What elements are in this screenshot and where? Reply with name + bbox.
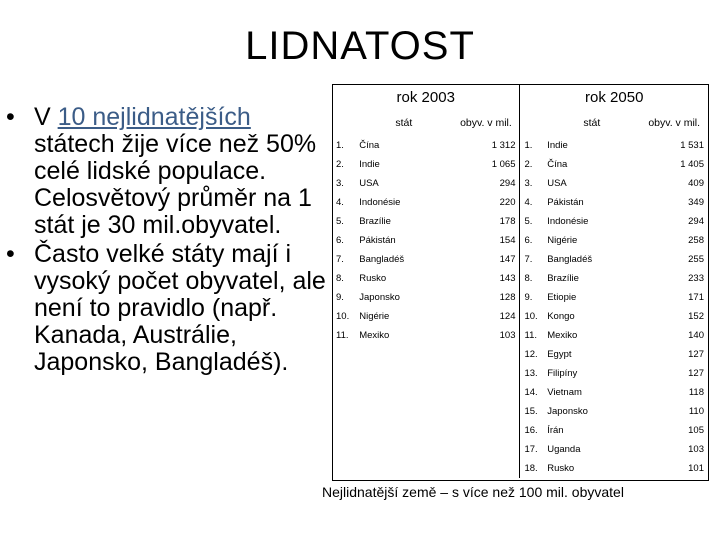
table-row bbox=[332, 364, 708, 383]
empty-cell bbox=[452, 421, 520, 440]
population-table-container bbox=[332, 84, 708, 480]
population-2050: 105 bbox=[688, 425, 704, 436]
table-row bbox=[332, 174, 708, 193]
state-2003: Rusko bbox=[359, 273, 387, 284]
table-row bbox=[332, 231, 708, 250]
empty-cell bbox=[452, 345, 520, 364]
state-2003: Bangladéš bbox=[359, 254, 405, 265]
rank-2050: 3. bbox=[520, 174, 543, 193]
rank-2050: 15. bbox=[520, 402, 543, 421]
state-2050: Etiopie bbox=[547, 292, 577, 303]
population-2050: 127 bbox=[688, 349, 704, 360]
table-row bbox=[332, 155, 708, 174]
state-2003: Brazílie bbox=[359, 216, 391, 227]
population-header: obyv. v mil. bbox=[648, 117, 701, 129]
rank-2050: 4. bbox=[520, 193, 543, 212]
rank-2003: 8. bbox=[336, 273, 344, 284]
table-row bbox=[332, 345, 708, 364]
state-2050: Uganda bbox=[547, 444, 581, 455]
rank-2003: 7. bbox=[336, 254, 344, 265]
bullet-prefix: V bbox=[34, 103, 58, 131]
empty-cell bbox=[452, 440, 520, 459]
population-2050: 1 531 bbox=[680, 140, 704, 151]
rank-2003: 3. bbox=[336, 178, 344, 189]
rank-2050: 12. bbox=[520, 345, 543, 364]
population-2003: 1 065 bbox=[491, 159, 516, 170]
population-2050: 1 405 bbox=[680, 159, 704, 170]
table-row bbox=[332, 421, 708, 440]
rank-2050: 16. bbox=[520, 421, 543, 440]
rank-header bbox=[332, 110, 355, 136]
population-2003: 128 bbox=[499, 292, 516, 303]
bullet-dot-icon: • bbox=[6, 240, 15, 268]
population-2050: 171 bbox=[688, 292, 704, 303]
population-2003: 124 bbox=[499, 311, 516, 322]
rank-2050: 1. bbox=[520, 136, 543, 155]
state-2050: Mexiko bbox=[547, 330, 578, 341]
state-2050: Egypt bbox=[547, 349, 572, 360]
empty-cell bbox=[332, 383, 355, 402]
empty-cell bbox=[355, 402, 452, 421]
empty-cell bbox=[355, 383, 452, 402]
state-2050: Vietnam bbox=[547, 387, 582, 398]
rank-2050: 18. bbox=[520, 459, 543, 478]
rank-2050: 8. bbox=[520, 269, 543, 288]
bullet-item bbox=[6, 241, 326, 376]
population-2003: 220 bbox=[499, 197, 516, 208]
population-2050: 233 bbox=[688, 273, 704, 284]
state-2050: Filipíny bbox=[547, 368, 578, 379]
empty-cell bbox=[355, 421, 452, 440]
population-2003: 154 bbox=[499, 235, 516, 246]
bullet-text: státech žije více než 50% celé lidské populace. Celosvětový průměr na 1 stát je 30 mil.obyvatel. bbox=[34, 130, 317, 239]
population-2050: 118 bbox=[688, 387, 704, 398]
rank-header bbox=[520, 110, 543, 136]
bullet-dot-icon: • bbox=[6, 103, 15, 131]
table-row bbox=[332, 269, 708, 288]
bullet-link[interactable]: 10 nejlidnatějších bbox=[57, 103, 251, 131]
table-header-columns bbox=[332, 110, 708, 136]
population-2003: 178 bbox=[499, 216, 516, 227]
table-header-years bbox=[332, 84, 708, 110]
rank-2003: 11. bbox=[336, 330, 349, 341]
population-2050: 255 bbox=[688, 254, 704, 265]
state-2003: Japonsko bbox=[359, 292, 400, 303]
population-table bbox=[332, 84, 708, 478]
population-2050: 294 bbox=[688, 216, 704, 227]
rank-2003: 9. bbox=[336, 292, 344, 303]
state-2003: Nigérie bbox=[359, 311, 390, 322]
empty-cell bbox=[355, 459, 452, 478]
rank-2050: 9. bbox=[520, 288, 543, 307]
state-2003: Indie bbox=[359, 159, 380, 170]
empty-cell bbox=[332, 345, 355, 364]
table-row bbox=[332, 383, 708, 402]
population-2050: 127 bbox=[688, 368, 704, 379]
population-2003: 294 bbox=[499, 178, 516, 189]
empty-cell bbox=[332, 364, 355, 383]
state-2050: Bangladéš bbox=[547, 254, 593, 265]
population-2050: 140 bbox=[688, 330, 704, 341]
rank-2050: 7. bbox=[520, 250, 543, 269]
table-row bbox=[332, 288, 708, 307]
state-2050: Írán bbox=[547, 425, 564, 436]
state-2050: Pákistán bbox=[547, 197, 584, 208]
rank-2003: 6. bbox=[336, 235, 344, 246]
empty-cell bbox=[332, 402, 355, 421]
state-header: stát bbox=[583, 117, 601, 129]
table-row bbox=[332, 212, 708, 231]
table-row bbox=[332, 250, 708, 269]
state-2050: Indie bbox=[547, 140, 568, 151]
slide-title: LIDNATOST bbox=[245, 24, 475, 68]
state-2050: Nigérie bbox=[547, 235, 578, 246]
population-2050: 110 bbox=[688, 406, 704, 417]
rank-2050: 13. bbox=[520, 364, 543, 383]
empty-cell bbox=[355, 345, 452, 364]
empty-cell bbox=[452, 459, 520, 478]
state-2050: Brazílie bbox=[547, 273, 579, 284]
table-row bbox=[332, 402, 708, 421]
rank-2050: 2. bbox=[520, 155, 543, 174]
table-row bbox=[332, 440, 708, 459]
year-2050-header: rok 2050 bbox=[520, 84, 708, 110]
state-2050: Kongo bbox=[547, 311, 575, 322]
population-2050: 152 bbox=[688, 311, 704, 322]
bullet-list bbox=[6, 104, 326, 378]
empty-cell bbox=[355, 364, 452, 383]
population-2050: 349 bbox=[688, 197, 704, 208]
state-2003: Indonésie bbox=[359, 197, 401, 208]
empty-cell bbox=[355, 440, 452, 459]
table-row bbox=[332, 136, 708, 155]
bullet-text: Často velké státy mají i vysoký počet obyvatel, ale není to pravidlo (např. Kanada, Austrálie, Japonsko, Bangladéš). bbox=[34, 240, 326, 376]
rank-2003: 5. bbox=[336, 216, 344, 227]
rank-2050: 5. bbox=[520, 212, 543, 231]
state-2050: USA bbox=[547, 178, 567, 189]
rank-2003: 1. bbox=[336, 140, 344, 151]
table-caption: Nejlidnatější země – s více než 100 mil. obyvatel bbox=[322, 484, 624, 500]
population-2003: 143 bbox=[499, 273, 516, 284]
empty-cell bbox=[332, 440, 355, 459]
state-2003: USA bbox=[359, 178, 379, 189]
table-row bbox=[332, 459, 708, 478]
state-2050: Indonésie bbox=[547, 216, 589, 227]
table-row bbox=[332, 307, 708, 326]
population-2050: 101 bbox=[688, 463, 704, 474]
table-row bbox=[332, 193, 708, 212]
population-2050: 409 bbox=[688, 178, 704, 189]
population-2050: 258 bbox=[688, 235, 704, 246]
state-2003: Čína bbox=[359, 140, 380, 151]
state-2003: Pákistán bbox=[359, 235, 396, 246]
state-2050: Rusko bbox=[547, 463, 575, 474]
population-2050: 103 bbox=[688, 444, 704, 455]
state-2050: Čína bbox=[547, 159, 568, 170]
rank-2050: 6. bbox=[520, 231, 543, 250]
rank-2050: 17. bbox=[520, 440, 543, 459]
year-2003-header: rok 2003 bbox=[396, 88, 455, 106]
rank-2050: 14. bbox=[520, 383, 543, 402]
empty-cell bbox=[452, 402, 520, 421]
rank-2050: 10. bbox=[520, 307, 543, 326]
empty-cell bbox=[452, 364, 520, 383]
population-2003: 147 bbox=[499, 254, 516, 265]
rank-2050: 11. bbox=[520, 326, 543, 345]
state-2050: Japonsko bbox=[547, 406, 588, 417]
state-2003: Mexiko bbox=[359, 330, 390, 341]
population-2003: 1 312 bbox=[491, 140, 516, 151]
rank-2003: 2. bbox=[336, 159, 344, 170]
empty-cell bbox=[332, 421, 355, 440]
rank-2003: 4. bbox=[336, 197, 344, 208]
population-header: obyv. v mil. bbox=[460, 117, 512, 129]
state-header: stát bbox=[395, 117, 413, 129]
table-row bbox=[332, 326, 708, 345]
population-2003: 103 bbox=[499, 330, 516, 341]
empty-cell bbox=[452, 383, 520, 402]
empty-cell bbox=[332, 459, 355, 478]
rank-2003: 10. bbox=[336, 311, 350, 322]
bullet-item bbox=[6, 104, 326, 239]
